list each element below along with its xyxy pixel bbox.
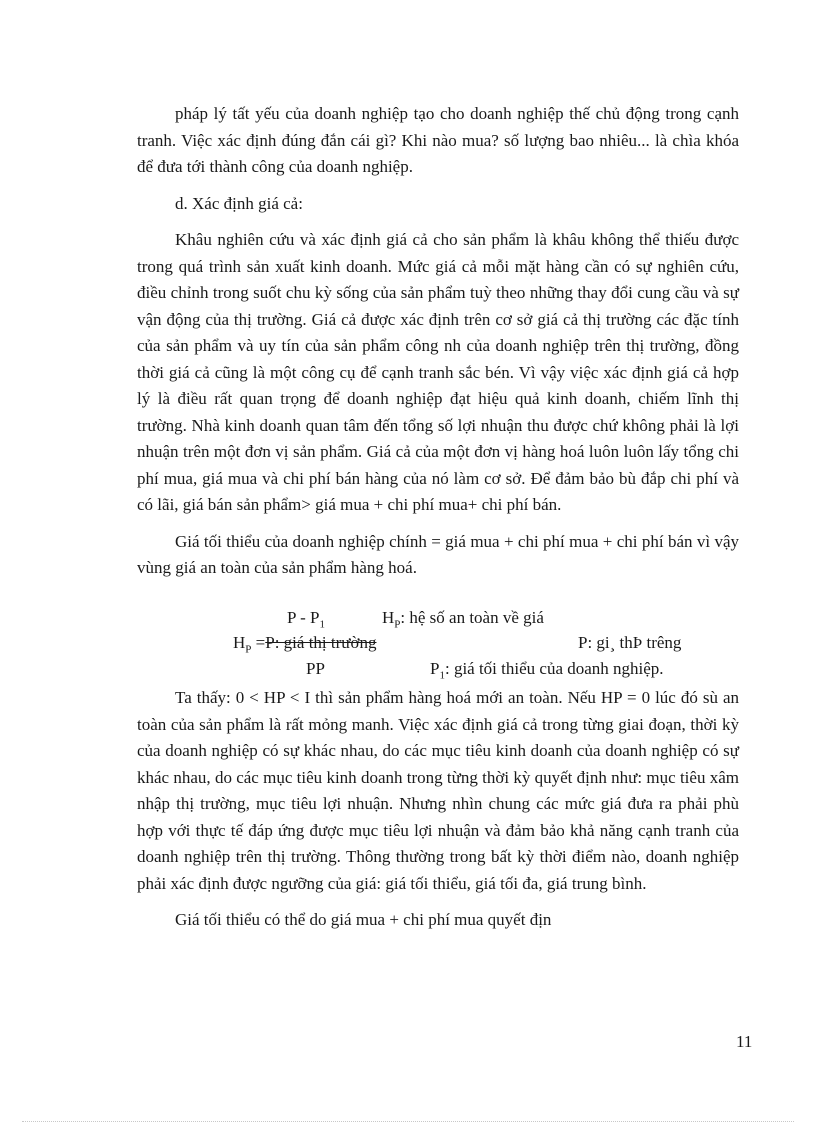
formula-denominator: PP xyxy=(306,659,325,678)
text-block-bottom xyxy=(137,685,739,934)
paragraph-minimum-price-determination: Giá tối thiểu có thể do giá mua + chi phí mua quyết địn xyxy=(175,910,552,929)
text-block-top xyxy=(137,101,739,582)
section-heading-d: d. Xác định giá cả: xyxy=(175,193,303,213)
page-number: 11 xyxy=(736,1032,753,1051)
formula-hp-definition: $H_P$: hệ số an toàn về giá xyxy=(382,608,544,631)
paragraph-minimum-price: Giá tối thiểu của doanh nghiệp chính = giá mua + chi phí mua + chi phí bán vì vậy vùng giá an toàn của sản phẩm hàng hoá. xyxy=(137,531,739,577)
paragraph-continuation: pháp lý tất yếu của doanh nghiệp tạo cho doanh nghiệp thế chủ động trong cạnh tranh. Việc xác định đúng đắn cái gì? Khi nào mua? số lượng bao nhiêu... là chìa khóa để đưa tới thành công của doanh nghiệp. xyxy=(137,104,739,176)
formula-numerator: P - $P_1$ xyxy=(287,608,325,631)
page-edge-divider xyxy=(22,1121,794,1122)
formula-p1-definition: $P_1$: giá tối thiểu của doanh nghiệp. xyxy=(430,659,664,682)
paragraph-pricing-research: Khâu nghiên cứu và xác định giá cả cho sản phẩm là khâu không thể thiếu được trong quá trình sản xuất kinh doanh. Mức giá cả mỗi mặt hàng cần có sự nghiên cứu, điều chỉnh trong suốt chu kỳ sống của sản phẩm tuỳ theo những thay đổi cung cầu và sự vận động của thị trường. Giá cả được xác định trên cơ sở giá cả thị trường các đặc tính của sản phẩm và uy tín của sản phẩm công nh của doanh nghiệp trên thị trường, đồng thời giá cả cũng là một công cụ để cạnh tranh sắc bén. Vì vậy việc xác định giá cả hợp lý là điều rất quan trọng để doanh nghiệp đạt hiệu quả kinh doanh, chiếm lĩnh thị trường. Nhà kinh doanh quan tâm đến tổng số lợi nhuận thu được chứ không phải là lợi nhuận trên một đơn vị sản phẩm. Giá cả của một đơn vị hàng hoá luôn luôn lấy tổng chi phí mua, giá mua và chi phí bán hàng của nó làm cơ sở. Để đảm bảo bù đắp chi phí và có lãi, giá bán sản phẩm> giá mua + chi phí mua+ chi phí bán. xyxy=(137,230,739,514)
formula-struck-text: P: giá thị trường xyxy=(265,633,377,652)
formula-p-definition: P: gi¸ thÞ trêng xyxy=(578,633,682,652)
formula-lhs: $H_P =P$: giá thị trường xyxy=(233,633,377,656)
paragraph-safety-analysis: Ta thấy: 0 < HP < I thì sản phẩm hàng hoá mới an toàn. Nếu HP = 0 lúc đó sù an toàn của sản phẩm là rất mỏng manh. Việc xác định giá cả trong từng giai đoạn, thời kỳ của doanh nghiệp có sự khác nhau, do các mục tiêu kinh doanh của doanh nghiệp có sự khác nhau, do các mục tiêu kinh doanh trong từng thời kỳ quyết định như: mục tiêu xâm nhập thị trường, mục tiêu lợi nhuận. Nhưng nhìn chung các mức giá đưa ra phải phù hợp với thực tế đáp ứng được mục tiêu lợi nhuận và đảm bảo khả năng cạnh tranh của doanh nghiệp trên thị trường. Thông thường trong bất kỳ thời điểm nào, doanh nghiệp phải xác định được ngưỡng của giá: giá tối thiểu, giá tối đa, giá trung bình. xyxy=(137,688,739,893)
